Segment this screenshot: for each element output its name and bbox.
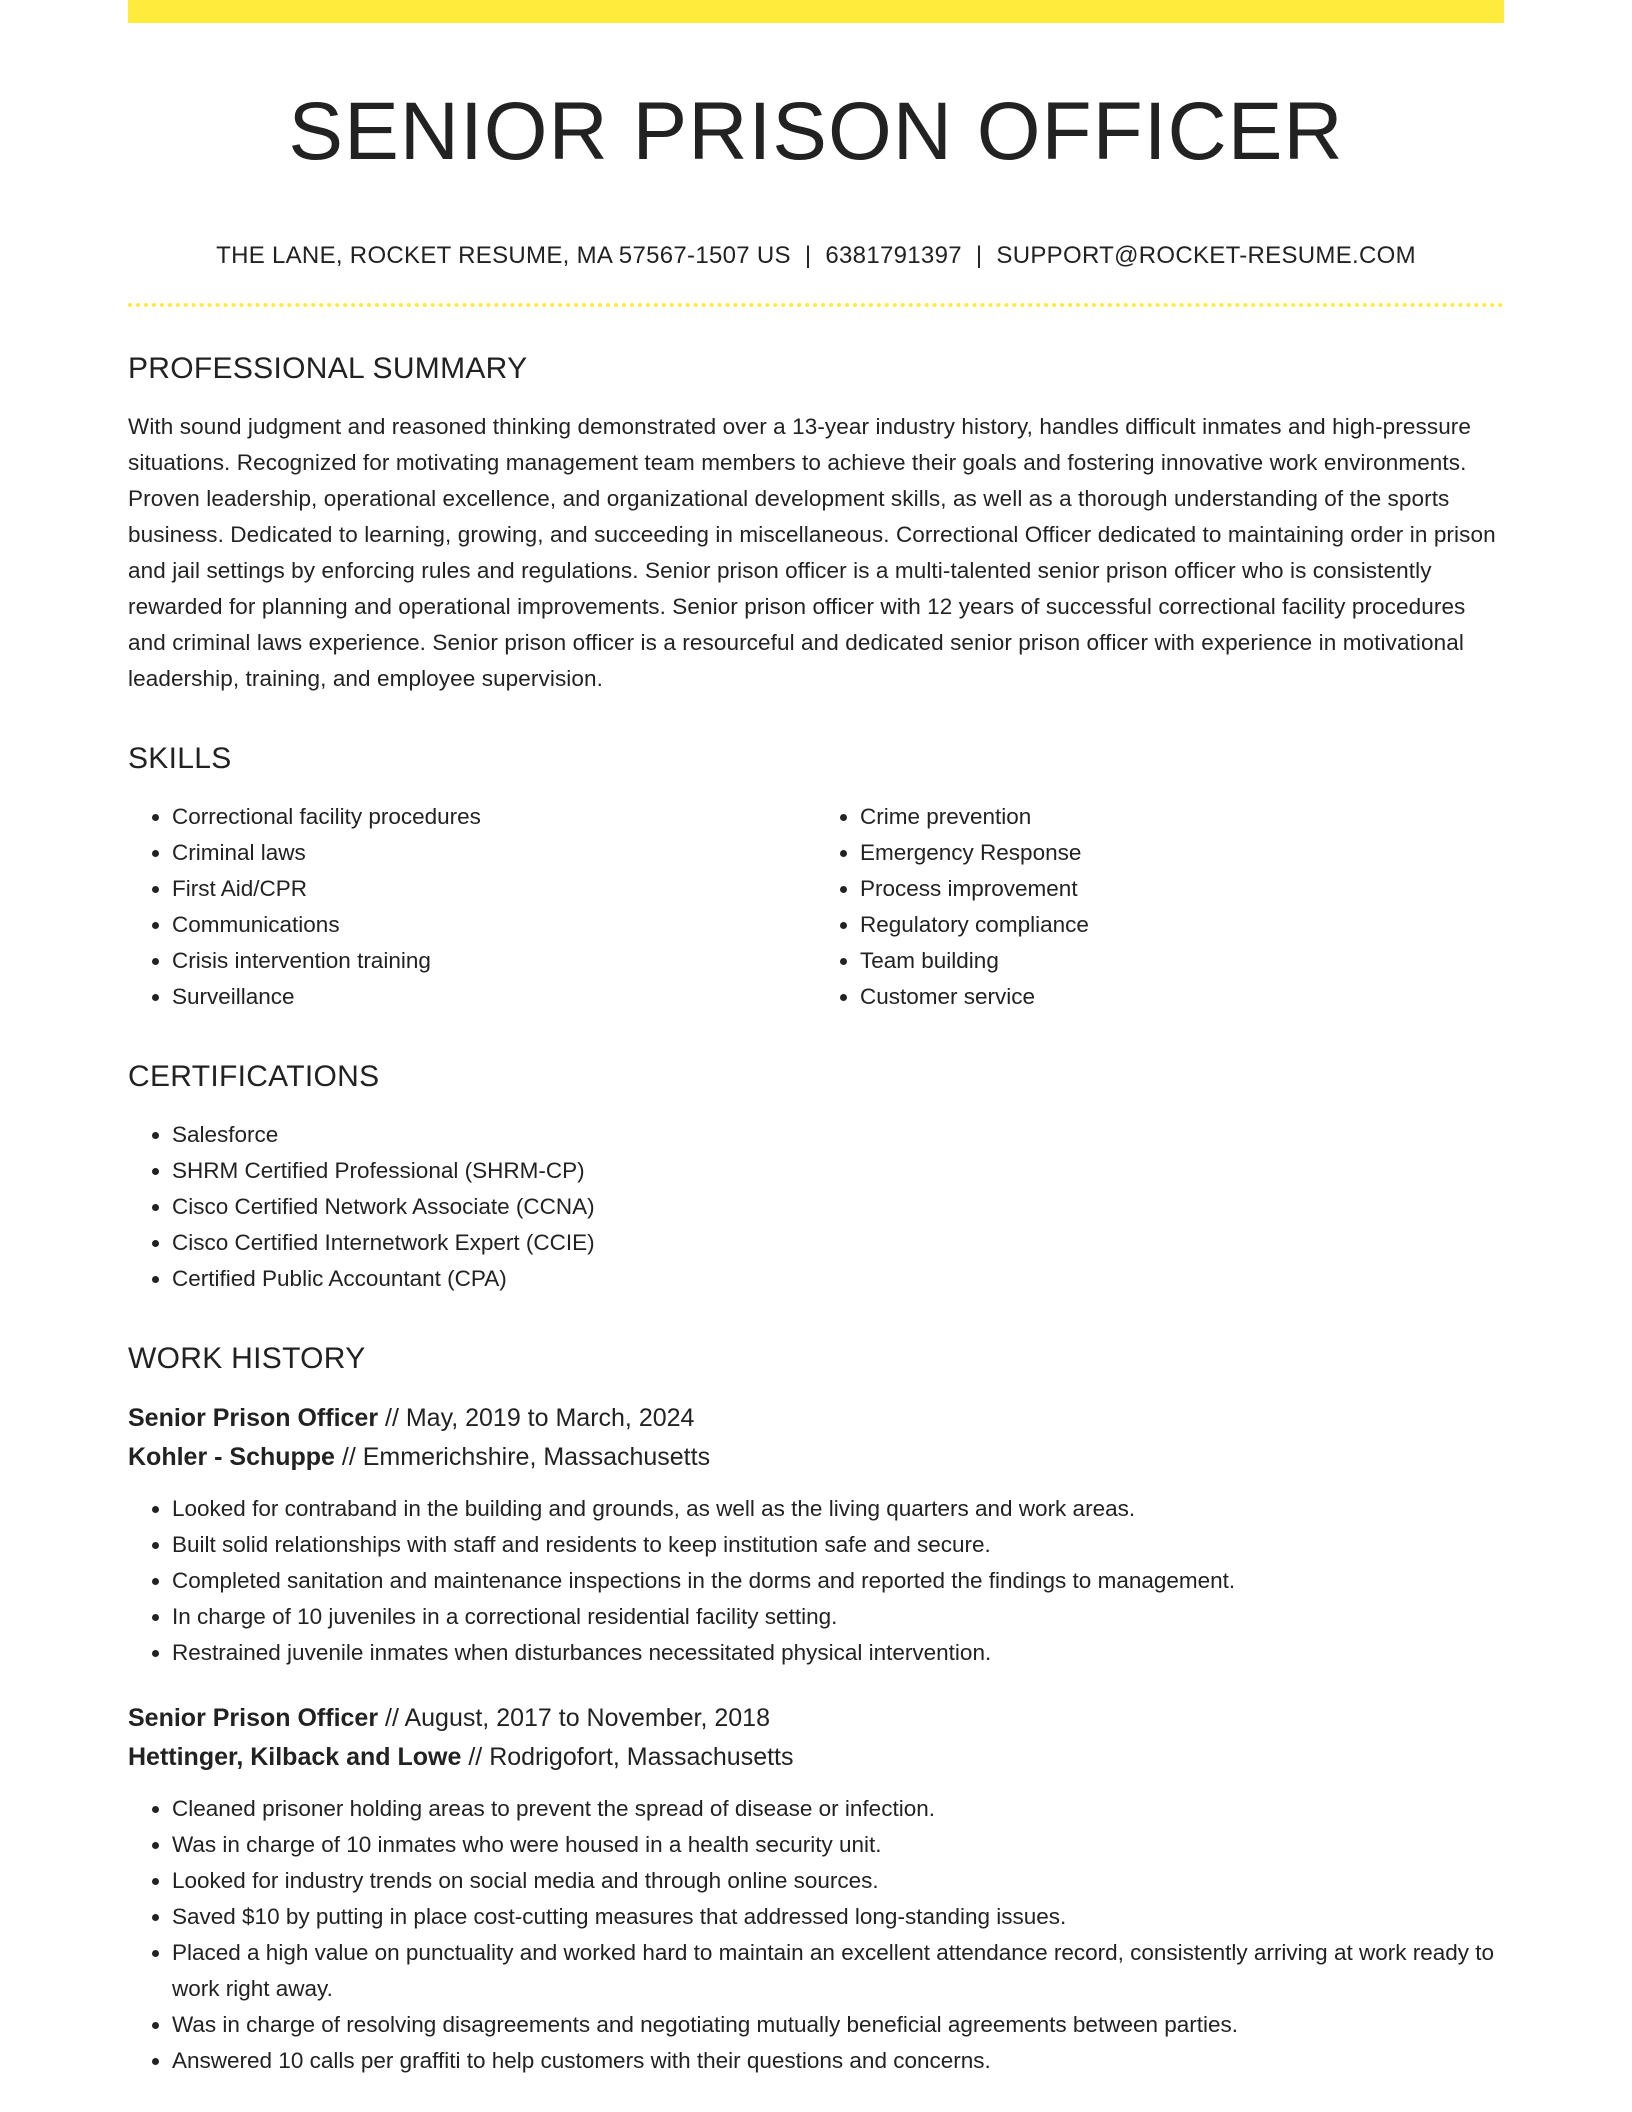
job-bullet: • Was in charge of 10 inmates who were housed in a health security unit. xyxy=(172,1827,1504,1863)
job-bullet: • Was in charge of resolving disagreements and negotiating mutually beneficial agreements between parties. xyxy=(172,2007,1504,2043)
job-bullet: • Completed sanitation and maintenance inspections in the dorms and reported the findings to management. xyxy=(172,1563,1504,1599)
skill-item: • First Aid/CPR xyxy=(172,871,816,907)
job-bullet: • Looked for contraband in the building and grounds, as well as the living quarters and work areas. xyxy=(172,1491,1504,1527)
skills-columns xyxy=(128,799,1504,1015)
skill-item: • Crisis intervention training xyxy=(172,943,816,979)
job-bullet: • Saved $10 by putting in place cost-cutting measures that addressed long-standing issues. xyxy=(172,1899,1504,1935)
resume-title: SENIOR PRISON OFFICER xyxy=(288,86,1344,177)
contact-address: THE LANE, ROCKET RESUME, MA 57567-1507 US xyxy=(216,242,791,269)
job-bullet-list xyxy=(128,1491,1504,1671)
job-dates: // August, 2017 to November, 2018 xyxy=(378,1704,770,1732)
certification-item: • SHRM Certified Professional (SHRM-CP) xyxy=(172,1153,1504,1189)
skills-heading: SKILLS xyxy=(128,742,232,775)
job-bullet: • Answered 10 calls per graffiti to help customers with their questions and concerns. xyxy=(172,2043,1504,2079)
contact-email[interactable]: SUPPORT@ROCKET-RESUME.COM xyxy=(996,242,1416,269)
skills-section xyxy=(128,741,1504,1015)
job-spacer xyxy=(128,1671,1504,1699)
job-bullet: • Built solid relationships with staff and residents to keep institution safe and secure. xyxy=(172,1527,1504,1563)
job-location: // Rodrigofort, Massachusetts xyxy=(461,1743,794,1771)
work-history-section xyxy=(128,1341,1504,2079)
summary-section xyxy=(128,351,1504,697)
job-company-line xyxy=(128,1738,1504,1777)
certification-item: • Salesforce xyxy=(172,1117,1504,1153)
summary-text: With sound judgment and reasoned thinking demonstrated over a 13-year industry history, handles difficult inmates and high-pressure situations. Recognized for motivating management team members to achieve their goals and fostering innovative work environments. Proven leadership, operational excellence, and organizational development skills, as well as a thorough understanding of the sports business. Dedicated to learning, growing, and succeeding in miscellaneous. Correctional Officer dedicated to maintaining order in prison and jail settings by enforcing rules and regulations. Senior prison officer is a multi-talented senior prison officer who is consistently rewarded for planning and operational improvements. Senior prison officer with 12 years of successful correctional facility procedures and criminal laws experience. Senior prison officer is a resourceful and dedicated senior prison officer with experience in motivational leadership, training, and employee supervision. xyxy=(128,414,1496,691)
job-title-line xyxy=(128,1699,1504,1738)
skill-item: • Team building xyxy=(860,943,1504,979)
contact-phone: 6381791397 xyxy=(825,242,962,269)
job-entry xyxy=(128,1399,1504,1671)
job-bullet: • Looked for industry trends on social media and through online sources. xyxy=(172,1863,1504,1899)
job-title-line xyxy=(128,1399,1504,1438)
job-company: Kohler - Schuppe xyxy=(128,1443,335,1471)
job-company: Hettinger, Kilback and Lowe xyxy=(128,1743,462,1771)
contact-separator: | xyxy=(804,242,812,269)
job-bullet-list xyxy=(128,1791,1504,2079)
skills-left-list xyxy=(128,799,816,1015)
job-dates: // May, 2019 to March, 2024 xyxy=(378,1404,695,1432)
summary-heading: PROFESSIONAL SUMMARY xyxy=(128,352,528,385)
skill-item: • Surveillance xyxy=(172,979,816,1015)
job-bullet: • Restrained juvenile inmates when disturbances necessitated physical intervention. xyxy=(172,1635,1504,1671)
dotted-divider xyxy=(128,303,1504,307)
skill-item: • Crime prevention xyxy=(860,799,1504,835)
contact-separator: | xyxy=(975,242,983,269)
skill-item: • Correctional facility procedures xyxy=(172,799,816,835)
job-bullet: • In charge of 10 juveniles in a correctional residential facility setting. xyxy=(172,1599,1504,1635)
skill-item: • Emergency Response xyxy=(860,835,1504,871)
skill-item: • Regulatory compliance xyxy=(860,907,1504,943)
top-accent-bar xyxy=(128,0,1504,23)
certification-item: • Cisco Certified Network Associate (CCNA) xyxy=(172,1189,1504,1225)
certification-item: • Cisco Certified Internetwork Expert (CCIE) xyxy=(172,1225,1504,1261)
job-entry xyxy=(128,1699,1504,2079)
certifications-section xyxy=(128,1059,1504,1297)
skills-right-list xyxy=(816,799,1504,1015)
certifications-list xyxy=(128,1117,1504,1297)
job-bullet: • Placed a high value on punctuality and worked hard to maintain an excellent attendance record, consistently arriving at work ready to work right away. xyxy=(172,1935,1504,2007)
contact-line xyxy=(128,241,1504,271)
skill-item: • Communications xyxy=(172,907,816,943)
skill-item: • Process improvement xyxy=(860,871,1504,907)
certification-item: • Certified Public Accountant (CPA) xyxy=(172,1261,1504,1297)
skill-item: • Criminal laws xyxy=(172,835,816,871)
certifications-heading: CERTIFICATIONS xyxy=(128,1060,380,1093)
job-bullet: • Cleaned prisoner holding areas to prevent the spread of disease or infection. xyxy=(172,1791,1504,1827)
job-title: Senior Prison Officer xyxy=(128,1404,379,1432)
resume-page xyxy=(128,0,1504,2079)
skill-item: • Customer service xyxy=(860,979,1504,1015)
job-title: Senior Prison Officer xyxy=(128,1704,379,1732)
job-location: // Emmerichshire, Massachusetts xyxy=(334,1443,711,1471)
work-history-heading: WORK HISTORY xyxy=(128,1342,366,1375)
job-company-line xyxy=(128,1438,1504,1477)
